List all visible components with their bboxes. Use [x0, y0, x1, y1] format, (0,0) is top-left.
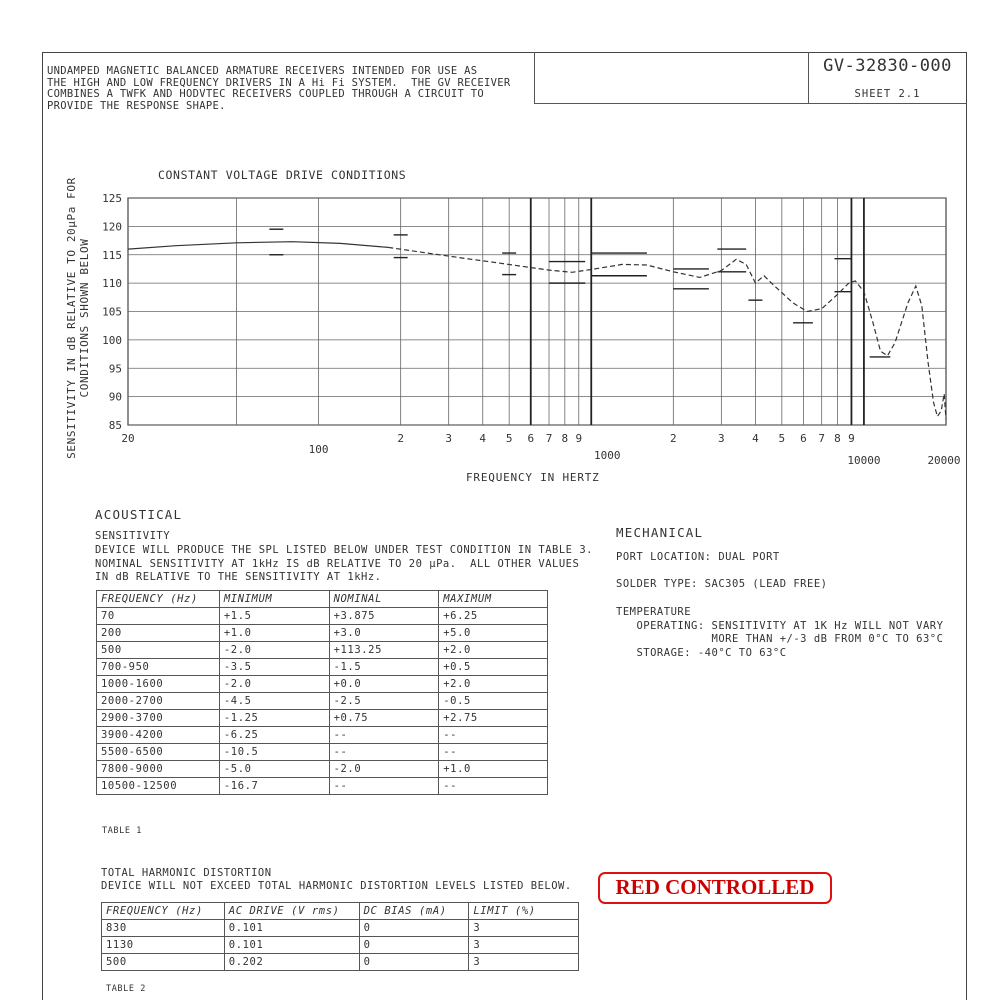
column-header: NOMINAL — [329, 591, 439, 608]
table-cell: 0 — [359, 937, 469, 954]
table-cell: -1.25 — [219, 710, 329, 727]
table-cell: -3.5 — [219, 659, 329, 676]
sheet-number: SHEET 2.1 — [854, 88, 921, 100]
table-cell: 500 — [97, 642, 220, 659]
column-header: MINIMUM — [219, 591, 329, 608]
x-tick-label: 6 — [800, 432, 807, 445]
table-caption: TABLE 1 — [102, 826, 143, 836]
table-row — [97, 659, 548, 676]
x-tick-label: 2 — [397, 432, 404, 445]
x-tick-label: 1000 — [594, 449, 621, 462]
table-row — [97, 710, 548, 727]
chart-title: CONSTANT VOLTAGE DRIVE CONDITIONS — [158, 168, 407, 182]
x-tick-label: 5 — [778, 432, 786, 445]
x-tick-label: 9 — [575, 432, 583, 445]
table-row — [102, 937, 579, 954]
table-row — [97, 642, 548, 659]
table-cell: -4.5 — [219, 693, 329, 710]
table-cell: 1130 — [102, 937, 225, 954]
red-controlled-stamp: RED CONTROLLED — [598, 872, 832, 904]
y-tick-label: 100 — [102, 333, 122, 347]
x-tick-label: 5 — [505, 432, 513, 445]
table-cell: 1000-1600 — [97, 676, 220, 693]
table-cell: -- — [439, 744, 548, 761]
column-header: MAXIMUM — [439, 591, 548, 608]
x-tick-label: 4 — [479, 432, 487, 445]
sensitivity-subheading: SENSITIVITY — [95, 530, 171, 542]
table-cell: 0.101 — [224, 920, 359, 937]
table-cell: -0.5 — [439, 693, 548, 710]
table-cell: 70 — [97, 608, 220, 625]
y-tick-label: 95 — [108, 362, 122, 376]
sensitivity-description: DEVICE WILL PRODUCE THE SPL LISTED BELOW UNDER TEST CONDITION IN TABLE 3. NOMINAL SENSITIVITY AT 1kHz IS dB RELATIVE TO 20 μPa. ALL OTHER VALUES IN dB RELATIVE TO THE SENSITIVITY AT 1kHz. — [95, 544, 593, 583]
table-cell: -2.5 — [329, 693, 439, 710]
table-cell: 0.101 — [224, 937, 359, 954]
x-tick-label: 8 — [561, 432, 569, 445]
table-cell: -- — [329, 744, 439, 761]
table-cell: 2000-2700 — [97, 693, 220, 710]
x-tick-label: 8 — [834, 432, 841, 445]
frequency-response-chart — [0, 0, 1000, 480]
response-curve-solid — [128, 242, 388, 249]
table-row — [97, 676, 548, 693]
column-header: FREQUENCY (Hz) — [97, 591, 220, 608]
y-tick-label: 120 — [102, 220, 122, 234]
table-cell: 0 — [359, 954, 469, 971]
table-cell: -10.5 — [219, 744, 329, 761]
table-cell: -6.25 — [219, 727, 329, 744]
response-curve-dashed — [388, 247, 946, 419]
thd-table — [101, 902, 579, 971]
table-cell: +0.5 — [439, 659, 548, 676]
table-cell: +2.0 — [439, 642, 548, 659]
table-cell: 830 — [102, 920, 225, 937]
table-cell: +5.0 — [439, 625, 548, 642]
x-tick-label: 10000 — [847, 454, 881, 467]
y-tick-label: 85 — [108, 419, 122, 432]
sensitivity-table — [96, 590, 548, 795]
x-tick-label: 6 — [527, 432, 535, 445]
table-cell: -1.5 — [329, 659, 439, 676]
table-cell: 2900-3700 — [97, 710, 220, 727]
table-cell: 0 — [359, 920, 469, 937]
solder-type: SOLDER TYPE: SAC305 (LEAD FREE) — [616, 578, 828, 590]
y-tick-label: 115 — [102, 248, 122, 262]
table-row — [102, 954, 579, 971]
table-cell: 3 — [469, 954, 579, 971]
table-cell: +1.0 — [219, 625, 329, 642]
table-cell: -5.0 — [219, 761, 329, 778]
table-row — [97, 625, 548, 642]
column-header: DC BIAS (mA) — [359, 903, 469, 920]
column-header: FREQUENCY (Hz) — [102, 903, 225, 920]
acoustical-heading: ACOUSTICAL — [95, 507, 183, 522]
table-cell: -2.0 — [219, 642, 329, 659]
table-cell: 500 — [102, 954, 225, 971]
table-cell: 5500-6500 — [97, 744, 220, 761]
table-cell: -- — [439, 727, 548, 744]
column-header: AC DRIVE (V rms) — [224, 903, 359, 920]
table-cell: +3.0 — [329, 625, 439, 642]
chart-xlabel: FREQUENCY IN HERTZ — [466, 471, 600, 484]
table-row — [97, 727, 548, 744]
table-cell: 200 — [97, 625, 220, 642]
table-cell: 7800-9000 — [97, 761, 220, 778]
table-cell: +6.25 — [439, 608, 548, 625]
table-cell: 3900-4200 — [97, 727, 220, 744]
table-cell: -- — [329, 727, 439, 744]
table-cell: +2.0 — [439, 676, 548, 693]
table-cell: -2.0 — [219, 676, 329, 693]
table-cell: 700-950 — [97, 659, 220, 676]
table-cell: +113.25 — [329, 642, 439, 659]
header-description: UNDAMPED MAGNETIC BALANCED ARMATURE RECEIVERS INTENDED FOR USE AS THE HIGH AND LOW FREQUENCY DRIVERS IN A Hi Fi SYSTEM. THE GV RECEIVER COMBINES A TWFK AND HODVTEC RECEIVERS COUPLED THROUGH A CIRCUIT TO PROVIDE THE RESPONSE SHAPE. — [47, 65, 511, 112]
table-cell: 3 — [469, 937, 579, 954]
table-row — [97, 693, 548, 710]
x-tick-label: 20 — [121, 432, 135, 445]
table-row — [97, 778, 548, 795]
table-cell: 3 — [469, 920, 579, 937]
thd-description: DEVICE WILL NOT EXCEED TOTAL HARMONIC DISTORTION LEVELS LISTED BELOW. — [101, 880, 572, 892]
acoustical-header-row — [97, 591, 548, 608]
table-cell: 0.202 — [224, 954, 359, 971]
temperature-spec: TEMPERATURE OPERATING: SENSITIVITY AT 1K Hz WILL NOT VARY MORE THAN +/-3 dB FROM 0°C TO 63°C STORAGE: -40°C TO 63°C — [616, 606, 944, 659]
table-cell: +0.75 — [329, 710, 439, 727]
y-tick-label: 105 — [102, 305, 122, 319]
x-tick-label: 7 — [545, 432, 553, 445]
x-tick-label: 2 — [670, 432, 677, 445]
y-tick-label: 110 — [102, 277, 122, 291]
y-tick-label: 90 — [108, 390, 122, 404]
table-cell: +3.875 — [329, 608, 439, 625]
port-location: PORT LOCATION: DUAL PORT — [616, 551, 780, 563]
thd-heading: TOTAL HARMONIC DISTORTION — [101, 867, 272, 879]
chart-ylabel: SENSITIVITY IN dB RELATIVE TO 20μPa FOR CONDITIONS SHOWN BELOW — [65, 177, 91, 459]
y-tick-label: 125 — [102, 192, 122, 205]
x-tick-label: 20000 — [927, 454, 961, 467]
table-cell: -- — [439, 778, 548, 795]
thd-header-row — [102, 903, 579, 920]
table-cell: +0.0 — [329, 676, 439, 693]
table-row — [97, 761, 548, 778]
x-tick-label: 9 — [848, 432, 855, 445]
table-cell: +2.75 — [439, 710, 548, 727]
mechanical-heading: MECHANICAL — [616, 525, 704, 540]
x-tick-label: 100 — [308, 443, 329, 456]
table-cell: +1.5 — [219, 608, 329, 625]
x-tick-label: 3 — [718, 432, 725, 445]
document-number: GV-32830-000 — [823, 56, 952, 76]
table-row — [97, 744, 548, 761]
table-row — [102, 920, 579, 937]
table-row — [97, 608, 548, 625]
table-cell: -16.7 — [219, 778, 329, 795]
table-cell: +1.0 — [439, 761, 548, 778]
table-caption: TABLE 2 — [106, 984, 147, 994]
table-cell: -2.0 — [329, 761, 439, 778]
table-cell: -- — [329, 778, 439, 795]
x-tick-label: 3 — [445, 432, 452, 445]
column-header: LIMIT (%) — [469, 903, 579, 920]
x-tick-label: 7 — [818, 432, 825, 445]
x-tick-label: 4 — [752, 432, 759, 445]
table-cell: 10500-12500 — [97, 778, 220, 795]
